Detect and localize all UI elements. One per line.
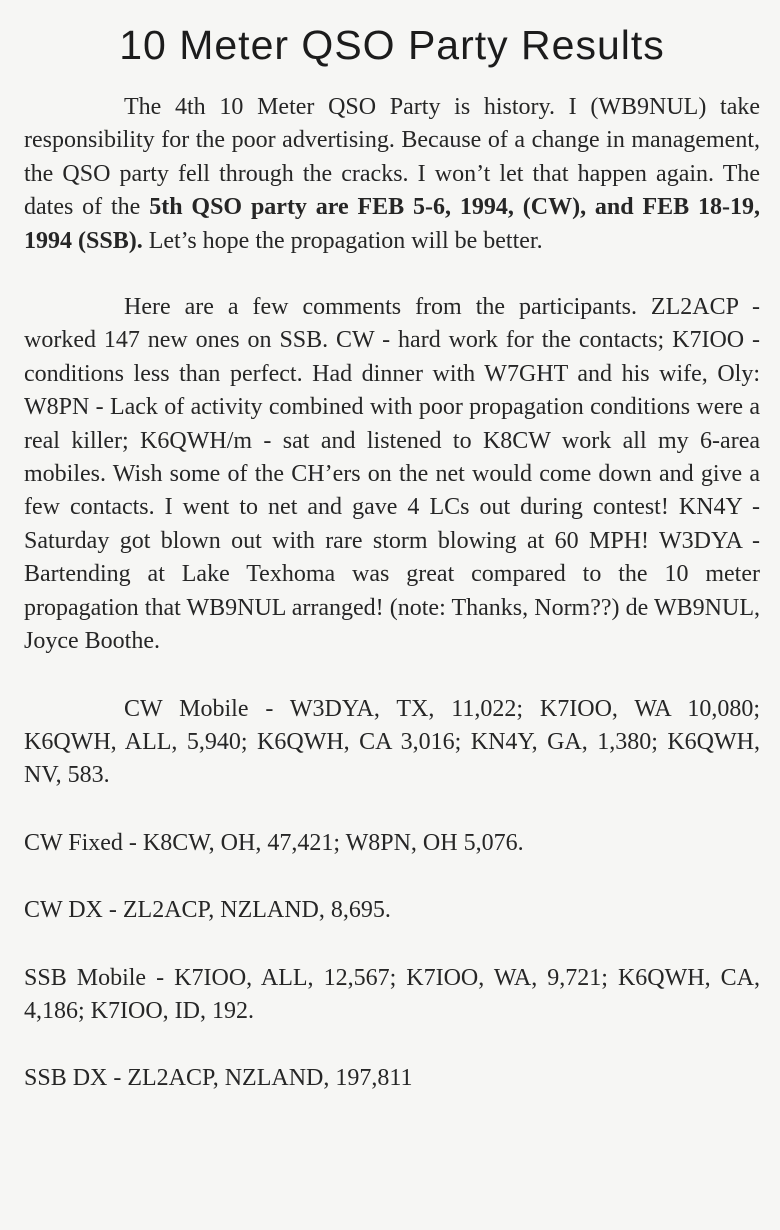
ssb-dx-results: SSB DX - ZL2ACP, NZLAND, 197,811 [24,1065,413,1092]
comments-paragraph [24,291,760,658]
intro-dates-bold: 5th QSO party are FEB 5-6, 1994, (CW), and FEB 18-19, 1994 (SSB). [24,194,761,254]
cw-mobile-text: CW Mobile - W3DYA, TX, 11,022; K7IOO, WA 10,080; K6QWH, ALL, 5,940; K6QWH, CA 3,016; KN4Y, GA, 1,380; K6QWH, NV, 583. [24,695,760,789]
ssb-mobile-results: SSB Mobile - K7IOO, ALL, 12,567; K7IOO, WA, 9,721; K6QWH, CA, 4,186; K7IOO, ID, 192. [24,964,760,1024]
page-title: 10 Meter QSO Party Results [119,22,665,68]
intro-paragraph [24,91,760,258]
intro-closing: Let’s hope the propagation will be better. [142,227,543,254]
cw-dx-results: CW DX - ZL2ACP, NZLAND, 8,695. [24,897,391,924]
cw-mobile-results [24,693,760,793]
intro-text: The 4th 10 Meter QSO Party is history. I (WB9NUL) take responsibility for the poor advertising. Because of a change in management, the QSO party fell through the cracks. I won’t let that happen again. The dates of the [24,94,760,221]
cw-fixed-results: CW Fixed - K8CW, OH, 47,421; W8PN, OH 5,076. [24,829,524,856]
comments-text: Here are a few comments from the participants. ZL2ACP - worked 147 new ones on SSB. CW - hard work for the contacts; K7IOO - conditions less than perfect. Had dinner with W7GHT and his wife, Oly: W8PN - Lack of activity combined with poor propagation conditions were a real killer; K6QWH/m - sat and listened to K8CW work all my 6-area mobiles. Wish some of the CH’ers on the net would come down and give a few contacts. I went to net and gave 4 LCs out during contest! KN4Y - Saturday got blown out with rare storm blowing at 60 MPH! W3DYA - Bartending at Lake Texhoma was great compared to the 10 meter propagation that WB9NUL arranged! (note: Thanks, Norm??) de WB9NUL, Joyce Boothe. [24,294,760,655]
